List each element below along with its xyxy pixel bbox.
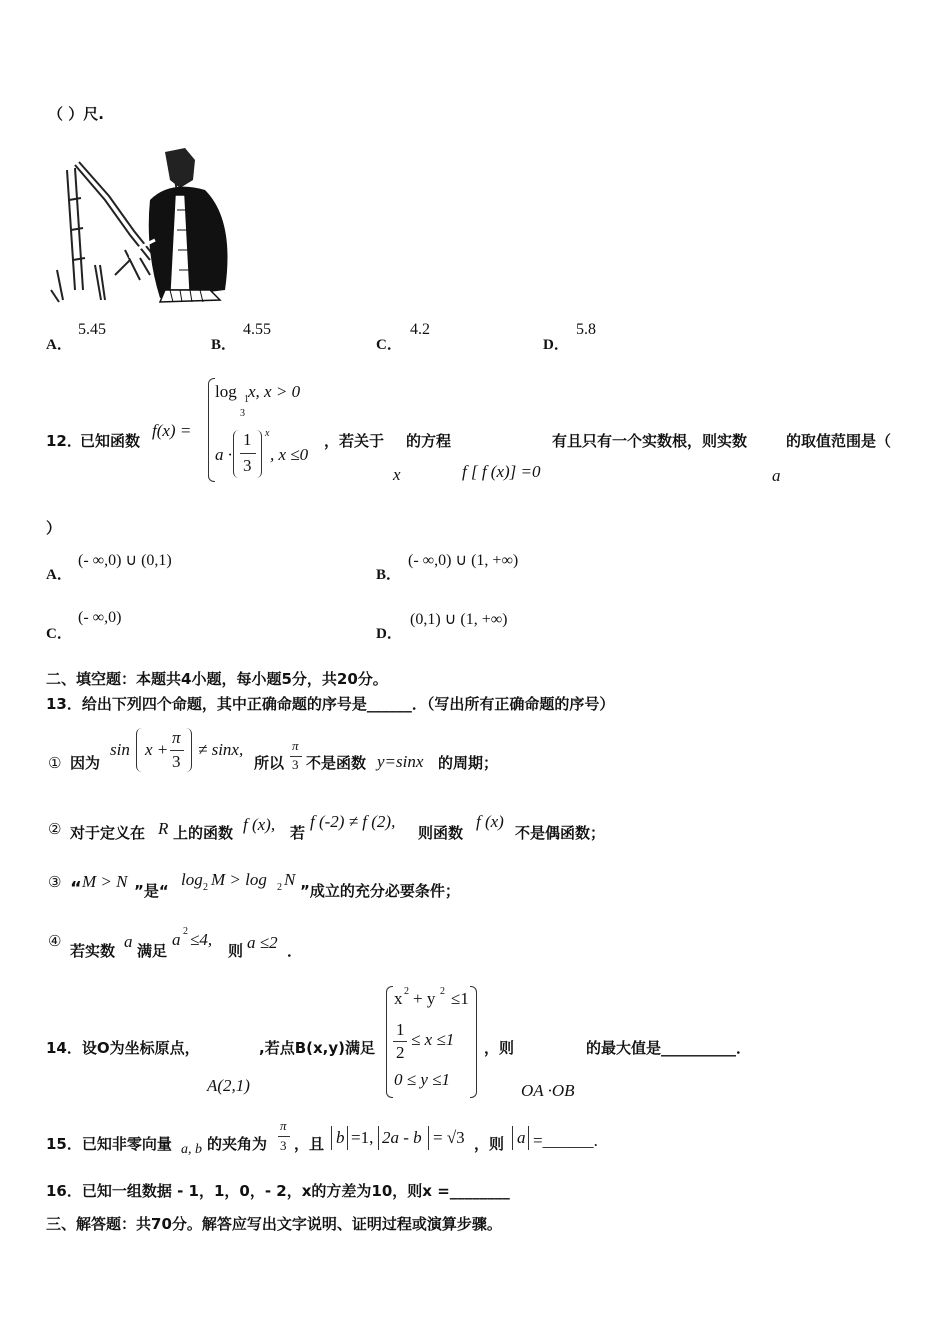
q13-p2-R: R <box>158 819 169 838</box>
q13-p3-sub: 2 <box>203 882 208 893</box>
q12-case1-sub-den: 3 <box>240 408 245 419</box>
q12-case2-a: a · <box>215 445 232 464</box>
q11-option-b-label: B． <box>211 337 237 353</box>
q12-option-c-label: C． <box>46 626 72 642</box>
q11-tail: （ ）尺. <box>48 105 104 123</box>
q15-bar-3 <box>378 1126 379 1150</box>
q13-p2-fx2: f (x) <box>476 812 504 831</box>
q12-brace <box>208 378 215 482</box>
q14-row2-fracline <box>393 1041 407 1042</box>
q11-option-a-label: A． <box>46 337 72 353</box>
q15-text-c: ，且 <box>294 1135 325 1153</box>
q13-p1-fracline <box>170 750 184 751</box>
q13-p4-result: a ≤2 <box>247 933 278 952</box>
q12-case1-log: log <box>215 382 237 401</box>
q12-case1-sub-num: 1 <box>244 394 249 405</box>
q16-text: 16．已知一组数据 - 1，1，0，- 2，x的方差为10，则x =________ <box>46 1182 510 1200</box>
q13-p4-period: ． <box>287 942 303 960</box>
scholar-bamboo-illustration <box>45 140 235 305</box>
q15-vectors: a, b <box>181 1142 202 1157</box>
q14-row1-x: x <box>394 989 403 1008</box>
q11-option-b-value: 4.55 <box>243 321 271 338</box>
q14-text-c: ，则 <box>484 1039 515 1057</box>
q12-case2-paren-right <box>256 430 262 478</box>
q13-p1-period-three: 3 <box>292 757 299 772</box>
q13-p3-sub2: 2 <box>277 882 282 893</box>
q12-option-a-label: A． <box>46 567 72 583</box>
q13-p2-inequality: f (-2) ≠ f (2), <box>310 812 396 831</box>
q12-text-2: ，若关于 <box>324 432 385 450</box>
q12-text-3: 的方程 <box>406 432 452 450</box>
q12-fx: f(x) = <box>152 421 192 440</box>
q12-case2-den: 3 <box>243 456 252 475</box>
q13-p4-text-a: 若实数 <box>70 942 116 960</box>
q13-p2-text-e: 不是偶函数； <box>515 824 606 842</box>
q14-system-brace-right <box>470 986 477 1098</box>
q13-p2-text-b: 上的函数 <box>173 824 234 842</box>
q15-bar-6 <box>528 1126 529 1150</box>
q13-p1-text-b: 所以 <box>254 754 285 772</box>
q15-fracline <box>278 1136 290 1137</box>
q12-option-b-label: B． <box>376 567 402 583</box>
q13-p2-text-a: 对于定义在 <box>70 824 146 842</box>
q12-close-paren: ） <box>46 519 62 537</box>
q13-p1-ne: ≠ sinx, <box>198 740 244 759</box>
q13-p3-n: N <box>284 870 296 889</box>
q13-p2-fx: f (x), <box>243 815 276 834</box>
q12-option-c-value: (- ∞,0) <box>78 609 122 626</box>
q13-p1-pi: π <box>172 728 181 747</box>
q15-text-b: 的夹角为 <box>207 1135 268 1153</box>
q11-option-d-label: D． <box>543 337 569 353</box>
q13-p1-x: x + <box>145 740 169 759</box>
q12-equation: f [ f (x)] =0 <box>462 462 541 481</box>
q15-bar-2 <box>347 1126 348 1150</box>
q12-option-a-value: (- ∞,0) ∪ (0,1) <box>78 552 172 569</box>
q12-var-x: x <box>393 465 401 484</box>
q13-p3-circle: ③ <box>48 873 62 891</box>
q13-p1-text-c: 不是函数 <box>306 754 367 772</box>
q13-p3-m-log: M > log <box>211 870 267 889</box>
q12-case2-num: 1 <box>243 430 252 449</box>
q12-var-a: a <box>772 466 781 485</box>
q14-row3: 0 ≤ y ≤1 <box>394 1070 450 1089</box>
q11-option-c-value: 4.2 <box>410 321 430 338</box>
q12-option-d-label: D． <box>376 626 402 642</box>
q13-p1-y: y=sinx <box>377 752 424 771</box>
q13-p2-circle: ② <box>48 820 62 838</box>
q12-case1-rest: x, x > 0 <box>248 382 301 401</box>
q12-text-4: 有且只有一个实数根，则实数 <box>552 432 748 450</box>
q14-row1-le: ≤1 <box>451 989 469 1008</box>
q14-system-brace-left <box>386 986 393 1098</box>
q13-p3-m-gt-n: M > N <box>82 872 128 891</box>
q14-text-b: ,若点B(x,y)满足 <box>259 1039 375 1057</box>
q14-point-a: A(2,1) <box>207 1076 250 1095</box>
q12-option-d-value: (0,1) ∪ (1, +∞) <box>410 611 508 628</box>
q13-p4-text-b: 满足 <box>137 942 168 960</box>
q13-p3-log: log <box>181 870 203 889</box>
q13-stem: 13．给出下列四个命题，其中正确命题的序号是______．（写出所有正确命题的序号） <box>46 695 615 713</box>
q13-p4-text-c: 则 <box>228 942 244 960</box>
q13-p1-text-a: 因为 <box>70 754 101 772</box>
q13-p4-ineq-a: a <box>172 930 181 949</box>
q13-p3-open-quote: “ <box>70 878 82 899</box>
q14-row1-sup1: 2 <box>404 986 409 997</box>
q13-p1-period-pi: π <box>292 738 299 753</box>
q15-bar-5 <box>512 1126 513 1150</box>
q15-eq1: =1, <box>351 1128 374 1147</box>
q14-row1-sup2: 2 <box>440 986 445 997</box>
q15-text-e: =______. <box>533 1131 598 1150</box>
q13-p3-text-c: ”成立的充分必要条件； <box>300 882 460 900</box>
q14-dot-product: OA ·OB <box>521 1081 575 1100</box>
q12-case2-fracline <box>240 453 256 454</box>
q11-option-d-value: 5.8 <box>576 321 596 338</box>
q14-row2-den: 2 <box>396 1043 405 1062</box>
q13-p1-three: 3 <box>172 752 181 771</box>
q13-p1-text-d: 的周期； <box>438 754 499 772</box>
q13-p2-text-d: 则函数 <box>418 824 464 842</box>
q12-case2-rest: , x ≤0 <box>270 445 309 464</box>
q15-three: 3 <box>280 1138 287 1153</box>
q12-case2-exp: x <box>265 428 270 439</box>
q14-row2-num: 1 <box>396 1020 405 1039</box>
q12-number: 12． <box>46 432 82 450</box>
q13-p4-circle: ④ <box>48 932 62 950</box>
section-3-heading: 三、解答题：共70分。解答应写出文字说明、证明过程或演算步骤。 <box>46 1215 502 1233</box>
q15-eq2: = √3 <box>433 1128 465 1147</box>
q15-text-a: 15．已知非零向量 <box>46 1135 172 1153</box>
q15-bar-4 <box>428 1126 429 1150</box>
q12-text-5: 的取值范围是（ <box>786 432 892 450</box>
q14-text-a: 14．设O为坐标原点， <box>46 1039 200 1057</box>
q13-p1-paren-right <box>186 728 192 772</box>
q15-pi: π <box>280 1118 287 1133</box>
q14-row2-ineq: ≤ x ≤1 <box>411 1030 455 1049</box>
q13-p4-var: a <box>124 932 133 951</box>
q13-p1-circle: ① <box>48 754 62 772</box>
q11-option-c-label: C． <box>376 337 402 353</box>
q15-bar-1 <box>331 1126 332 1150</box>
q14-row1-y: + y <box>413 989 436 1008</box>
q13-p3-text-b: ”是“ <box>134 882 169 900</box>
q13-p2-text-c: 若 <box>290 824 306 842</box>
q13-p1-paren-left <box>136 728 142 772</box>
q15-a-norm: a <box>517 1128 526 1147</box>
q15-b-norm: b <box>336 1128 345 1147</box>
q12-option-b-value: (- ∞,0) ∪ (1, +∞) <box>408 552 519 569</box>
q12-text-1: 已知函数 <box>80 432 141 450</box>
q15-text-d: ，则 <box>474 1135 505 1153</box>
q13-p1-sin: sin <box>110 740 130 759</box>
section-2-heading: 二、填空题：本题共4小题，每小题5分，共20分。 <box>46 670 388 688</box>
q13-p4-sup: 2 <box>183 926 188 937</box>
q14-text-d: 的最大值是__________． <box>586 1039 752 1057</box>
q11-option-a-value: 5.45 <box>78 321 106 338</box>
q15-expr: 2a - b <box>382 1128 422 1147</box>
q12-case2-paren-left <box>233 430 239 478</box>
q13-p4-ineq-b: ≤4, <box>190 930 213 949</box>
